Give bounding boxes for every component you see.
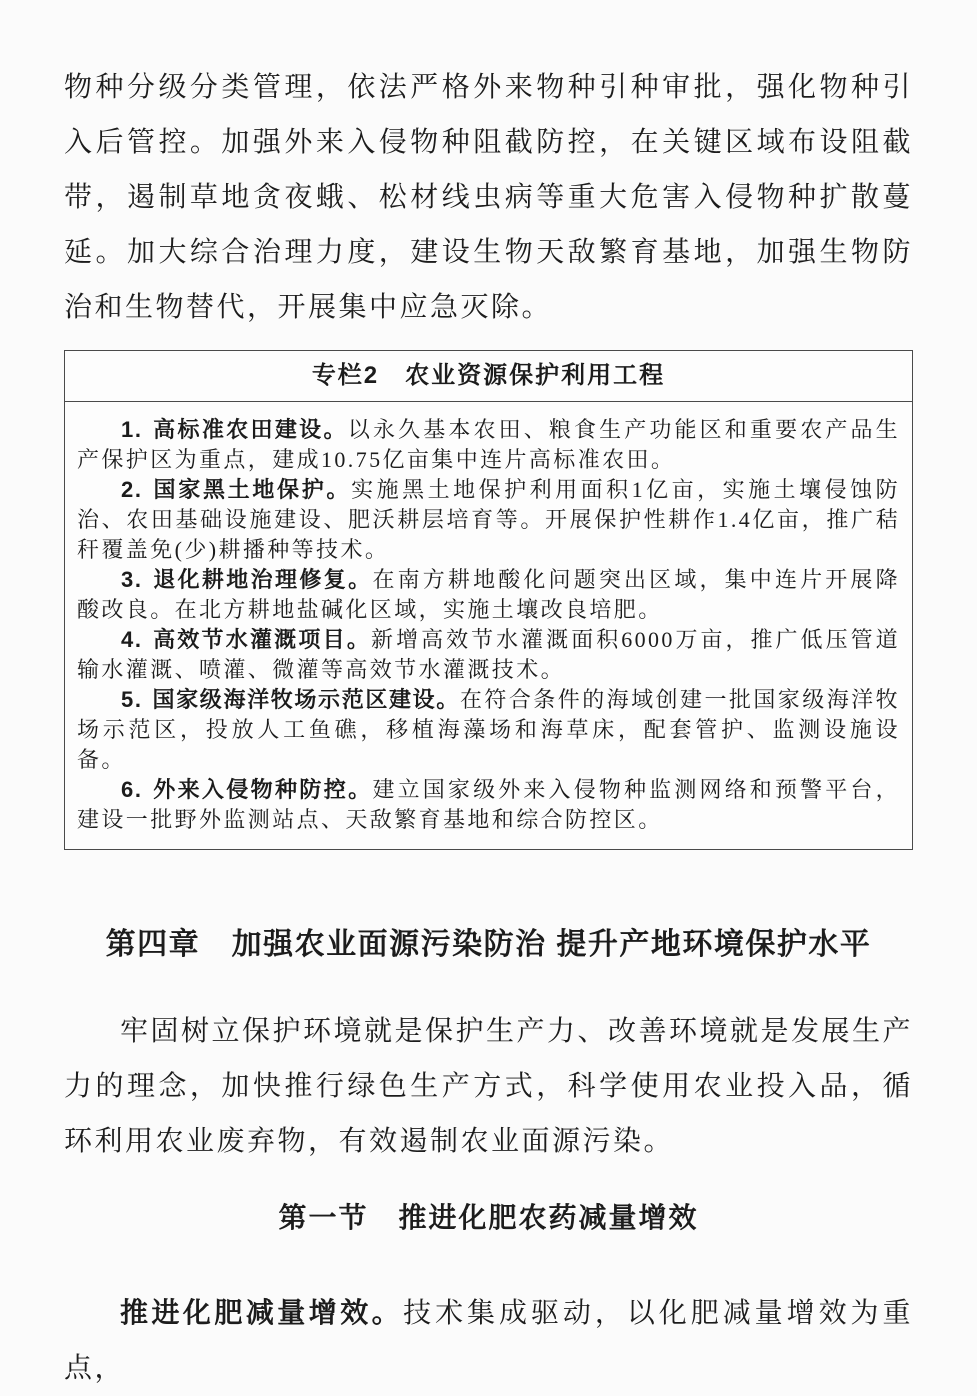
callout-item-lead: [121, 627, 371, 652]
callout-item: [77, 415, 900, 475]
callout-item: [77, 625, 900, 685]
callout-item-lead-text: 高效节水灌溉项目。: [152, 627, 372, 652]
body-paragraph-continuation: 物种分级分类管理，依法严格外来物种引种审批，强化物种引入后管控。加强外来入侵物种阻截防控，在关键区域布设阻截带，遏制草地贪夜蛾、松材线虫病等重大危害入侵物种扩散蔓延。加大综合治理力度，建设生物天敌繁育基地，加强生物防治和生物替代，开展集中应急灭除。: [64, 72, 913, 323]
callout-item-lead: [121, 687, 460, 712]
callout-item-number: 4.: [121, 627, 143, 652]
callout-item: [77, 475, 900, 565]
callout-item-text: 在符合条件的海域创建一批国家级海洋牧场示范区，投放人工鱼礁，移植海藻场和海草床，配套管护、监测设施设备。: [77, 687, 900, 772]
body-paragraph: 牢固树立保护环境就是保护生产力、改善环境就是发展生产力的理念，加快推行绿色生产方式，科学使用农业投入品，循环利用农业废弃物，有效遏制农业面源污染。: [64, 1016, 914, 1157]
callout-item-lead: [121, 777, 372, 802]
callout-item-text: 实施黑土地保护利用面积1亿亩，实施土壤侵蚀防治、农田基础设施建设、肥沃耕层培育等。开展保护性耕作1.4亿亩，推广秸秆覆盖免(少)耕播种等技术。: [77, 477, 900, 562]
chapter-heading: 第四章 加强农业面源污染防治 提升产地环境保护水平: [105, 928, 872, 961]
callout-item-lead: [121, 417, 348, 442]
callout-item-number: 5.: [121, 687, 143, 712]
callout-item-lead: [121, 567, 372, 592]
paragraph-bold-lead: 推进化肥减量增效。: [120, 1297, 404, 1328]
callout-item-text: 建立国家级外来入侵物种监测网络和预警平台，建设一批野外监测站点、天敌繁育基地和综合防控区。: [77, 777, 900, 832]
callout-item-text: 新增高效节水灌溉面积6000万亩，推广低压管道输水灌溉、喷灌、微灌等高效节水灌溉技术。: [77, 627, 901, 682]
callout-box: [64, 350, 913, 850]
paragraph-text: 技术集成驱动，以化肥减量增效为重点，: [64, 1298, 913, 1384]
callout-item-lead-text: 国家黑土地保护。: [152, 477, 352, 502]
callout-item-lead-text: 国家级海洋牧场示范区建设。: [152, 687, 460, 712]
callout-item-number: 6.: [121, 777, 143, 802]
section-heading: 第一节 推进化肥农药减量增效: [278, 1203, 699, 1234]
callout-item-lead: [121, 477, 351, 502]
callout-box-body: [65, 402, 912, 849]
callout-item-lead-text: 退化耕地治理修复。: [152, 567, 373, 592]
callout-item: [77, 775, 900, 835]
callout-item: [77, 565, 900, 625]
callout-item-lead-text: 外来入侵物种防控。: [152, 777, 373, 802]
body-paragraph-start: [64, 1285, 913, 1396]
callout-item-number: 1.: [121, 417, 143, 442]
callout-box-title: 专栏2 农业资源保护利用工程: [65, 351, 912, 402]
callout-item: [77, 685, 900, 775]
callout-item-text: 在南方耕地酸化问题突出区域，集中连片开展降酸改良。在北方耕地盐碱化区域，实施土壤改良培肥。: [77, 567, 900, 622]
callout-item-number: 3.: [121, 567, 143, 592]
callout-item-text: 以永久基本农田、粮食生产功能区和重要农产品生产保护区为重点，建成10.75亿亩集中连片高标准农田。: [77, 417, 900, 472]
callout-item-lead-text: 高标准农田建设。: [152, 417, 348, 442]
callout-item-number: 2.: [121, 477, 143, 502]
